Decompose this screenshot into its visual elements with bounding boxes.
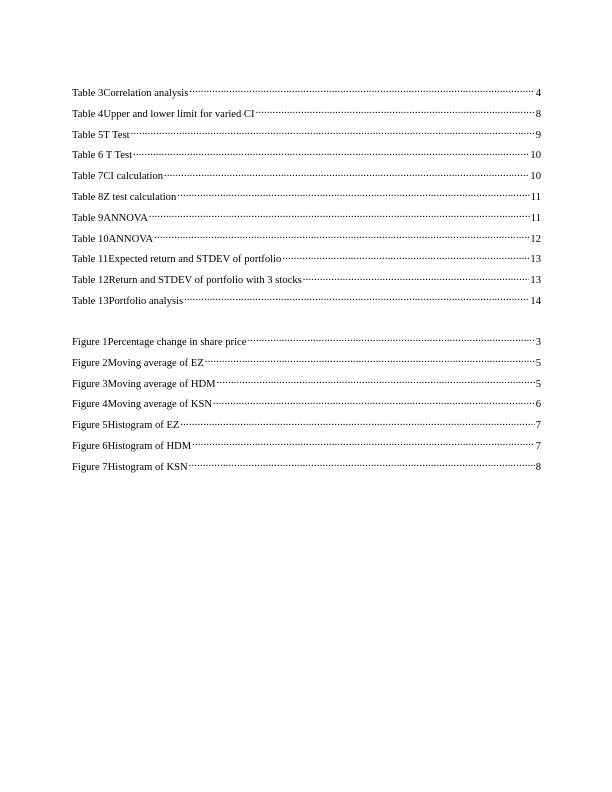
toc-entry-page: 3 bbox=[535, 337, 541, 348]
toc-entry-label: Figure 1Percentage change in share price bbox=[72, 337, 247, 348]
toc-entry-label: Figure 2Moving average of EZ bbox=[72, 357, 204, 369]
toc-entry-label: Table 5T Test bbox=[72, 129, 130, 141]
list-of-figures bbox=[72, 333, 541, 479]
toc-entry-page: 8 bbox=[535, 108, 541, 120]
dot-leader bbox=[184, 293, 529, 304]
toc-entry-page: 11 bbox=[530, 212, 541, 224]
toc-entry-page: 10 bbox=[530, 171, 541, 183]
toc-entry-label: Table 10ANNOVA bbox=[72, 233, 154, 245]
toc-entry-page: 12 bbox=[530, 233, 541, 245]
toc-entry-label: Table 11Expected return and STDEV of portfolio bbox=[72, 254, 282, 266]
dot-leader bbox=[282, 252, 529, 263]
toc-entry-label: Table 13Portfolio analysis bbox=[72, 295, 184, 307]
toc-entry-label: Figure 4Moving average of KSN bbox=[72, 399, 213, 411]
toc-entry-page: 14 bbox=[530, 295, 541, 307]
toc-entry[interactable] bbox=[72, 458, 541, 479]
toc-entry[interactable] bbox=[72, 126, 541, 147]
toc-entry[interactable] bbox=[72, 271, 541, 292]
toc-entry[interactable] bbox=[72, 188, 541, 209]
toc-entry[interactable] bbox=[72, 167, 541, 188]
toc-entry-label: Table 7CI calculation bbox=[72, 171, 164, 183]
toc-entry[interactable] bbox=[72, 209, 541, 230]
dot-leader bbox=[192, 438, 535, 449]
dot-leader bbox=[205, 355, 535, 366]
toc-entry-label: Table 8Z test calculation bbox=[72, 191, 177, 203]
dot-leader bbox=[131, 127, 535, 138]
toc-entry-page: 8 bbox=[535, 461, 541, 473]
toc-entry-page: 10 bbox=[530, 150, 541, 162]
toc-entry[interactable] bbox=[72, 105, 541, 126]
dot-leader bbox=[303, 273, 530, 284]
toc-entry-page: 11 bbox=[530, 191, 541, 203]
toc-entry[interactable] bbox=[72, 416, 541, 437]
toc-entry-page: 9 bbox=[535, 129, 541, 141]
dot-leader bbox=[247, 334, 534, 345]
toc-entry-label: Table 4Upper and lower limit for varied CI bbox=[72, 108, 255, 120]
dot-leader bbox=[133, 148, 529, 159]
toc-entry-label: Table 12Return and STDEV of portfolio with 3 stocks bbox=[72, 275, 302, 287]
dot-leader bbox=[217, 376, 535, 387]
dot-leader bbox=[256, 106, 535, 117]
toc-entry-page: 4 bbox=[535, 88, 541, 99]
toc-entry-label: Table 9ANNOVA bbox=[72, 212, 148, 224]
dot-leader bbox=[213, 397, 535, 408]
toc-entry-label: Figure 6Histogram of HDM bbox=[72, 440, 192, 452]
dot-leader bbox=[164, 169, 529, 180]
toc-entry[interactable] bbox=[72, 230, 541, 251]
toc-entry-page: 7 bbox=[535, 420, 541, 432]
toc-entry[interactable] bbox=[72, 333, 541, 354]
toc-entry[interactable] bbox=[72, 84, 541, 105]
list-of-tables bbox=[72, 84, 541, 313]
toc-entry-page: 13 bbox=[530, 254, 541, 266]
dot-leader bbox=[189, 85, 534, 96]
toc-entry-label: Figure 3Moving average of HDM bbox=[72, 378, 216, 390]
dot-leader bbox=[149, 210, 530, 221]
toc-entry[interactable] bbox=[72, 250, 541, 271]
toc-entry-label: Table 3Correlation analysis bbox=[72, 88, 189, 99]
toc-entry[interactable] bbox=[72, 292, 541, 313]
toc-entry[interactable] bbox=[72, 375, 541, 396]
toc-entry[interactable] bbox=[72, 395, 541, 416]
toc-entry-page: 13 bbox=[530, 275, 541, 287]
dot-leader bbox=[180, 418, 534, 429]
dot-leader bbox=[154, 231, 529, 242]
toc-entry-page: 6 bbox=[535, 399, 541, 411]
toc-entry-label: Figure 5Histogram of EZ bbox=[72, 420, 180, 432]
toc-entry-label: Figure 7Histogram of KSN bbox=[72, 461, 188, 473]
toc-entry-label: Table 6 T Test bbox=[72, 150, 133, 162]
toc-entry-page: 5 bbox=[535, 357, 541, 369]
toc-entry[interactable] bbox=[72, 437, 541, 458]
dot-leader bbox=[189, 459, 535, 470]
toc-entry[interactable] bbox=[72, 146, 541, 167]
dot-leader bbox=[177, 189, 530, 200]
toc-entry-page: 5 bbox=[535, 378, 541, 390]
toc-entry[interactable] bbox=[72, 354, 541, 375]
toc-entry-page: 7 bbox=[535, 440, 541, 452]
